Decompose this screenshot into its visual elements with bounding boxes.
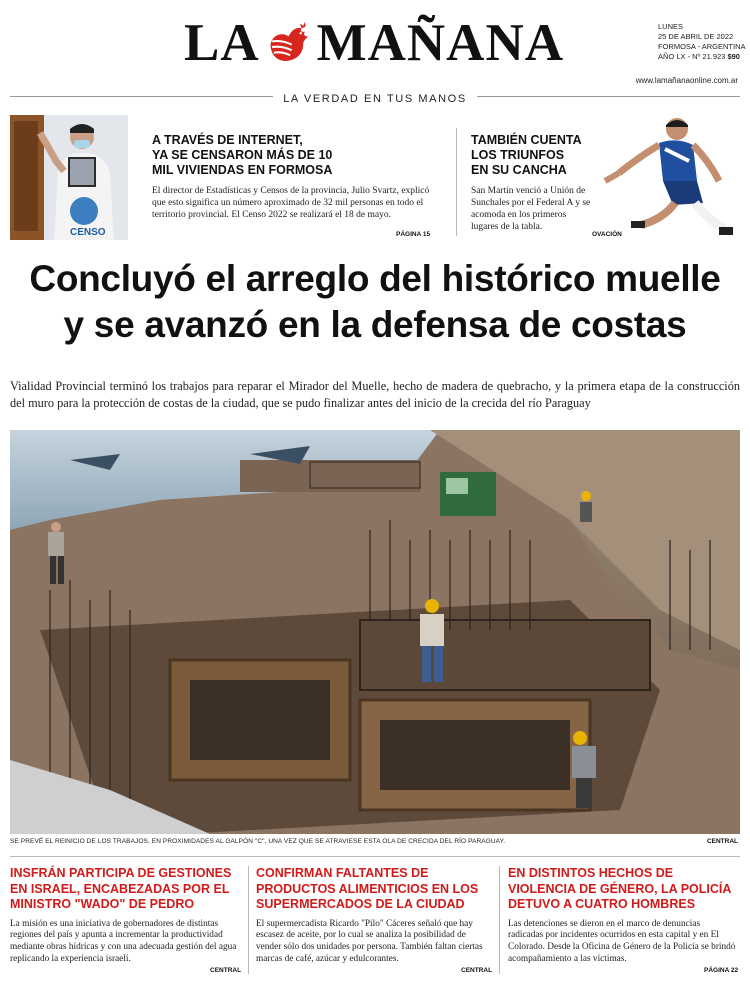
column-divider <box>248 866 249 974</box>
column-divider <box>499 866 500 974</box>
rooster-icon <box>264 15 313 71</box>
teaser-sports-headline-line: TAMBIÉN CUENTA <box>471 133 582 147</box>
teaser-sports-headline <box>471 133 591 178</box>
teaser-sports-headline-line: EN SU CANCHA <box>471 163 567 177</box>
edition-date: 25 DE ABRIL DE 2022 <box>658 32 734 41</box>
teaser-sports-body: San Martín venció a Unión de Sunchales por el Federal A y se acomoda en los primeros lugares de la tabla. <box>471 186 591 232</box>
logo-text-right: MAÑANA <box>316 13 564 72</box>
main-headline-line: Concluyó el arreglo del histórico muelle <box>29 258 721 299</box>
main-headline[interactable] <box>0 256 750 348</box>
teaser-census-body: El director de Estadísticas y Censos de la provincia, Julio Svartz, explicó que esto significa un número aproximado de 32 mil personas en todo el territorio provincial. El Censo 2022 se realizará el 18 de mayo. <box>152 186 430 220</box>
story-supermarkets-body: El supermercadista Ricardo "Pilo" Cáceres señaló que hay escasez de aceite, por lo cual se analiza la posibilidad de vender sólo dos unidades por persona. También faltan ciertas marcas de café, azúcar y edulcorantes. <box>256 918 483 964</box>
masthead <box>0 0 750 110</box>
teaser-sports[interactable] <box>471 133 591 233</box>
construction-site-illustration <box>10 430 740 834</box>
story-israel-body: La misión es una iniciativa de gobernadores de distintas regiones del país y apunta a incrementar la productividad mediante obras hídricas y con una adecuada gestión del agua replicando la experiencia israelí. <box>10 918 237 964</box>
edition-info <box>658 22 746 62</box>
soccer-player-photo[interactable] <box>585 115 735 240</box>
story-gender-violence[interactable] <box>508 866 736 966</box>
story-israel-headline: INSFRÁN PARTICIPA DE GESTIONES EN ISRAEL, ENCABEZADAS POR EL MINISTRO "WADO" DE PEDRO <box>10 866 232 911</box>
story-gender-violence-body: Las detenciones se dieron en el marco de denuncias radicadas por incidentes ocurridos en esta capital y en El Colorado. Desde la Oficina de Género de la Policía se brindó acompañamiento a las víctimas. <box>508 918 736 964</box>
main-lead: Vialidad Provincial terminó los trabajos para reparar el Mirador del Muelle, hecho de madera de quebracho, y la primera etapa de la construcción del muro para la protección de costas de la ciudad, que se pudo finalizar antes del inicio de la crecida del río Paraguay <box>10 379 740 410</box>
story-gender-violence-headline: EN DISTINTOS HECHOS DE VIOLENCIA DE GÉNERO, LA POLICÍA DETUVO A CUATRO HOMBRES <box>508 866 731 911</box>
newspaper-logo[interactable] <box>184 14 564 72</box>
census-photo[interactable] <box>10 115 128 240</box>
census-vest-label: CENSO <box>70 227 106 238</box>
motto: LA VERDAD EN TUS MANOS <box>273 93 477 105</box>
census-worker-illustration <box>10 115 128 240</box>
photo-caption: SE PREVÉ EL REINICIO DE LOS TRABAJOS, EN PROXIMIDADES AL GALPÓN "C", UNA VEZ QUE SE ATRAVIESE ESTA OLA DE CRECIDA DEL RÍO PARAGUAY. <box>10 838 506 845</box>
teaser-sports-section-ref[interactable]: OVACIÓN <box>592 231 622 238</box>
teaser-divider <box>456 128 457 236</box>
teaser-census-headline-line: A TRAVÉS DE INTERNET, <box>152 133 303 147</box>
teaser-census-headline <box>152 133 436 178</box>
edition-number: AÑO LX - Nº 21.923 <box>658 52 726 61</box>
story-israel-ref[interactable]: CENTRAL <box>210 967 242 974</box>
photo-section-ref[interactable]: CENTRAL <box>706 838 738 845</box>
teaser-sports-headline-line: LOS TRIUNFOS <box>471 148 565 162</box>
edition-price: $90 <box>727 52 740 61</box>
teaser-census-headline-line: YA SE CENSARON MÁS DE 10 <box>152 148 333 162</box>
teaser-census[interactable] <box>152 133 436 221</box>
logo-text-left: LA <box>184 13 260 72</box>
story-gender-violence-ref[interactable]: PÁGINA 22 <box>704 967 739 974</box>
website-link[interactable]: www.lamañanaonline.com.ar <box>635 76 738 85</box>
story-supermarkets-ref[interactable]: CENTRAL <box>461 967 493 974</box>
story-supermarkets[interactable] <box>256 866 484 966</box>
bottom-divider <box>10 856 740 857</box>
story-supermarkets-headline: CONFIRMAN FALTANTES DE PRODUCTOS ALIMENTICIOS EN LOS SUPERMERCADOS DE LA CIUDAD <box>256 866 479 911</box>
main-headline-line: y se avanzó en la defensa de costas <box>63 304 687 345</box>
teaser-census-headline-line: MIL VIVIENDAS EN FORMOSA <box>152 163 333 177</box>
edition-place: FORMOSA - ARGENTINA <box>658 42 746 51</box>
story-israel[interactable] <box>10 866 238 966</box>
soccer-player-illustration <box>585 115 735 240</box>
teaser-census-page-ref[interactable]: PÁGINA 15 <box>396 231 431 238</box>
edition-day: LUNES <box>658 22 684 31</box>
main-photo[interactable] <box>10 430 740 834</box>
